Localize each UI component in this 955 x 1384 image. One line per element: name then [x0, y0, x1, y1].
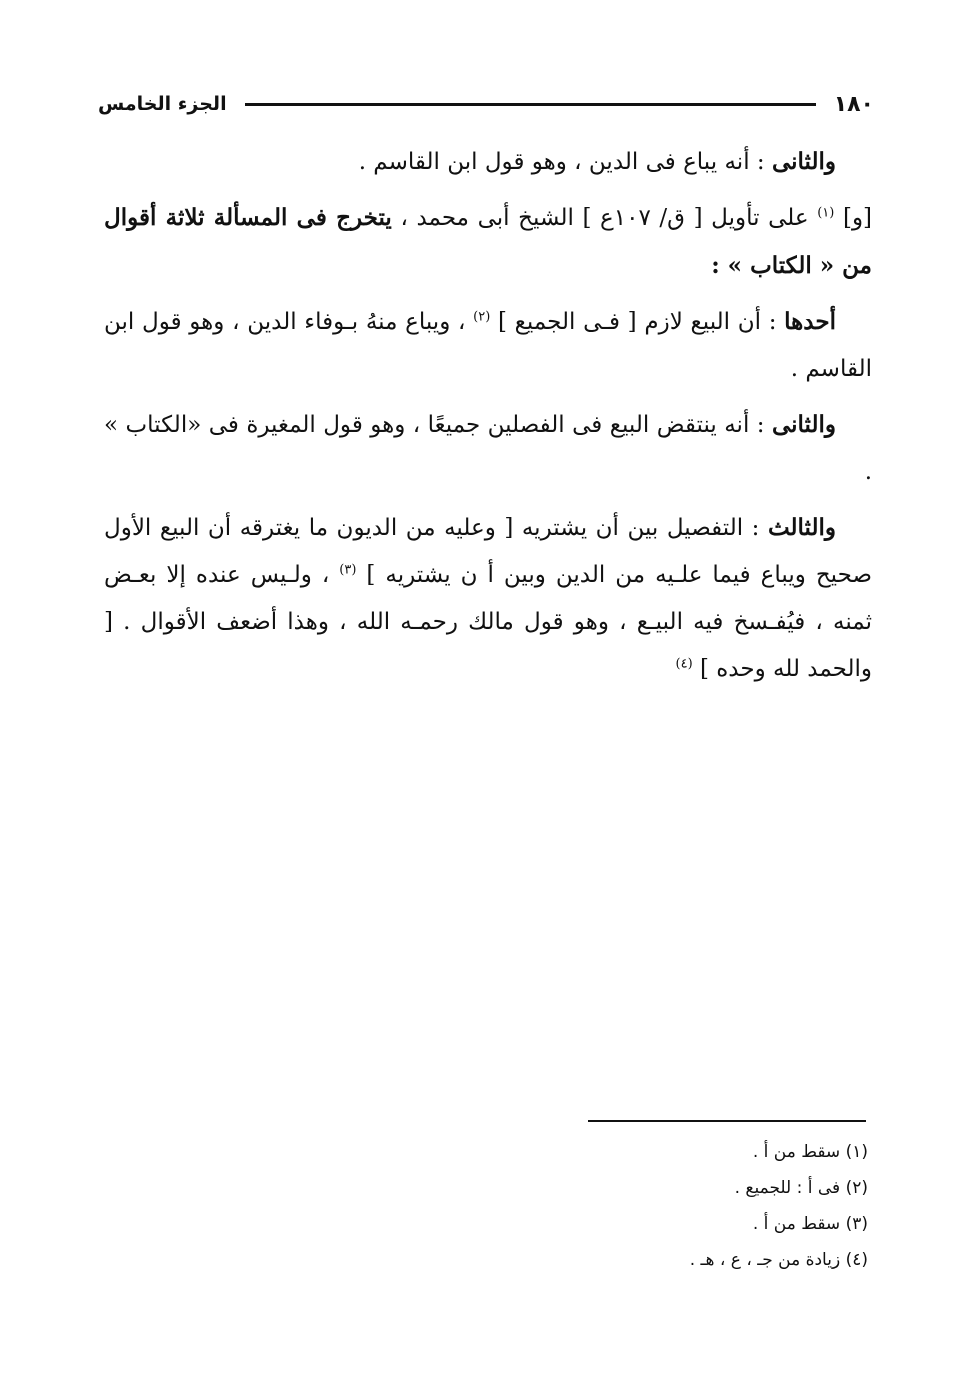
- main-text: [104, 138, 872, 701]
- volume-title: الجزء الخامس: [98, 93, 227, 115]
- header-divider: [245, 103, 816, 106]
- paragraph-5: [104, 504, 872, 693]
- paragraph-1: [104, 138, 872, 186]
- footnote-2: (٢) فى أ : للجميع .: [734, 1178, 868, 1198]
- footnote-divider: [588, 1120, 866, 1122]
- paragraph-text: على تأويل [ ق/ ١٠٧ع ] الشيخ أبى محمد ،: [400, 205, 809, 231]
- paragraph-text: : التفصيل بين أن يشتريه [ وعليه من الديون ما يغترقه أن البيع الأول صحيح ويباع فيما علـيه من الدين وبين أ ن يشتريه ]: [104, 515, 872, 588]
- page-header: [98, 86, 874, 122]
- footnotes: [480, 1134, 868, 1278]
- paragraph-4: [104, 401, 872, 496]
- paragraph-bold-text: يتخرج فى المسألة ثلاثة أقوال من « الكتاب » :: [104, 204, 872, 279]
- paragraph-text: : أنه ينتقض البيع فى الفصلين جميعًا ، وهو قول المغيرة فى «الكتاب » .: [104, 412, 872, 485]
- paragraph-text: : أنه يباع فى الدين ، وهو قول ابن القاسم .: [358, 149, 765, 175]
- footnote-ref-1: (١): [817, 205, 835, 221]
- footnote-3: (٣) سقط من أ .: [752, 1214, 868, 1234]
- footnote-1: (١) سقط من أ .: [752, 1142, 868, 1162]
- footnote-ref-3: (٣): [339, 562, 357, 578]
- paragraph-lead: والثانى: [771, 411, 836, 438]
- footnote-4: (٤) زيادة من جـ ، ع ، هـ .: [689, 1250, 868, 1270]
- paragraph-text: : أن البيع لازم [ فـى الجميع ]: [497, 309, 777, 335]
- paragraph-lead: والثالث: [767, 514, 836, 541]
- footnote-ref-4: (٤): [675, 656, 693, 672]
- paragraph-lead: والثانى: [771, 148, 836, 175]
- paragraph-3: [104, 298, 872, 393]
- footnote-ref-2: (٢): [473, 309, 491, 325]
- bracket-insert: [و]: [842, 205, 873, 231]
- paragraph-text: ، ويباع منهُ بـوفاء الدين ، وهو قول ابن القاسم .: [104, 309, 872, 382]
- paragraph-lead: أحدها: [784, 308, 836, 335]
- paragraph-text: ، ولـيس عنده إلا بعـض ثمنه ، فيُفـسخ فيه البيـع ، وهو قول مالك رحمـه الله ، وهذا أضعف الأقوال . [ والحمد لله وحده ]: [104, 562, 872, 682]
- page-number: ١٨٠: [833, 91, 874, 117]
- paragraph-2: [104, 194, 872, 290]
